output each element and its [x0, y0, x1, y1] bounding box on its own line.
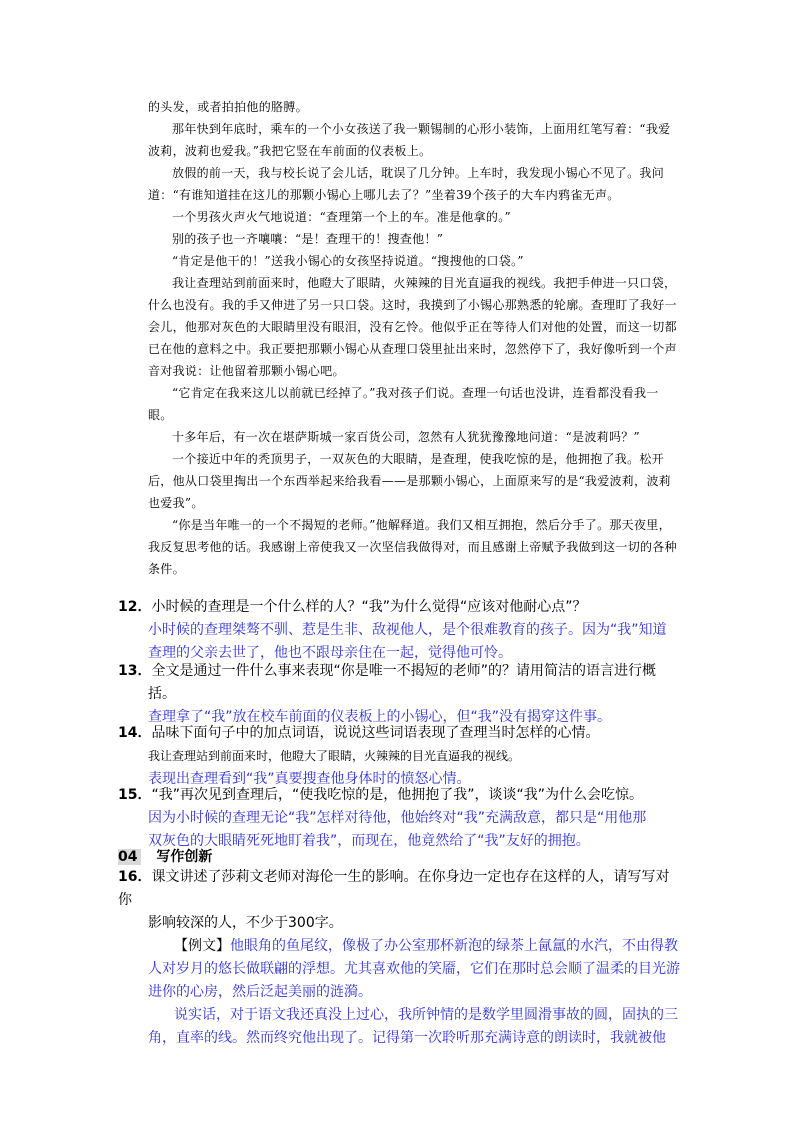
- question-text: [118, 866, 682, 912]
- section-number: 04: [118, 849, 141, 865]
- question-text: [118, 784, 682, 807]
- question-14: [118, 722, 682, 791]
- question-text: [118, 596, 682, 619]
- question-number: 12．: [118, 599, 152, 615]
- question-prompt: “我”再次见到查理后，“使我吃惊的是，他拥抱了我”，谈谈“我”为什么会吃惊。: [151, 787, 643, 803]
- story-paragraph: 我让查理站到前面来时，他瞪大了眼睛，火辣辣的目光直逼我的视线。我把手伸进一只口袋，什么也没有。我的手又伸进了另一只口袋。这时，我摸到了小锡心那熟悉的轮廓。查理盯了我好一会儿，他那对灰色的大眼睛里没有眼泪，没有乞怜。他似乎正在等待人们对他的处置，而这一切都已在他的意料之中。我正要把那颗小锡心从查理口袋里扯出来时，忽然停下了，我好像听到一个声音对我说：让他留着那颗小锡心吧。: [148, 276, 677, 378]
- story-paragraph: 放假的前一天，我与校长说了会儿话，耽误了几分钟。上车时，我发现小锡心不见了。我问道：“有谁知道挂在这儿的那颗小锡心上哪儿去了？”坐着39个孩子的大车内鸦雀无声。: [148, 166, 665, 202]
- question-prompt: 品味下面句子中的加点词语，说说这些词语表现了查理当时怎样的心情。: [151, 725, 600, 741]
- story-paragraph: 十多年后，有一次在堪萨斯城一家百货公司，忽然有人犹犹豫豫地问道：“是波莉吗？”: [172, 430, 640, 444]
- question-text: [118, 722, 682, 745]
- question-number: 14．: [118, 725, 152, 741]
- answer-line: 查理的父亲去世了，他也不跟母亲住在一起，觉得他可怜。: [148, 645, 512, 661]
- question-number: 16．: [118, 869, 152, 885]
- answer-line: 双灰色的大眼睛死死地盯着我”，而现在，他竟然给了“我”友好的拥抱。: [148, 833, 590, 849]
- question-15: [118, 784, 682, 853]
- quoted-sentence: 我让查理站到前面来时，他瞪大了眼睛，火辣辣的目光直逼我的视线。: [148, 749, 521, 763]
- example-paragraph: 说实话，对于语文我还真没上过心，我所钟情的是数学里圆滑事故的圆，固执的三角，直率的线。然而终究他出现了。记得第一次聆听那充满诗意的朗读时，我就被他: [148, 1007, 678, 1046]
- story-paragraph: “肯定是他干的！”送我小锡心的女孩坚持说道。“搜搜他的口袋。”: [172, 254, 524, 268]
- answer-line: 表现出查理看到“我”真要搜查他身体时的愤怒心情。: [148, 771, 471, 787]
- section-title: 写作创新: [156, 849, 213, 865]
- question-text-continued: 影响较深的人，不少于300字。: [148, 915, 343, 931]
- question-13: [118, 660, 682, 729]
- answer-line: 小时候的查理桀骜不驯、惹是生非、敌视他人，是个很难教育的孩子。因为“我”知道: [148, 622, 667, 638]
- question-text-continued: 括。: [148, 686, 176, 702]
- section-header: [118, 846, 212, 866]
- example-paragraph: [118, 935, 682, 1004]
- story-paragraph: 别的孩子也一齐嚷嚷：“是！查理干的！搜查他！”: [172, 232, 444, 246]
- question-prompt: 课文讲述了莎莉文老师对海伦一生的影响。在你身边一定也存在这样的人，请写写对你: [118, 869, 670, 908]
- question-12: [118, 596, 682, 665]
- question-text: [118, 660, 682, 683]
- story-paragraph: “你是当年唯一的一个不揭短的老师。”他解释道。我们又相互拥抱，然后分手了。那天夜里，我反复思考他的话。我感谢上帝使我又一次坚信我做得对，而且感谢上帝赋予我做到这一切的各种条件。: [148, 518, 677, 576]
- example-text: 他眼角的鱼尾纹，像极了办公室那杯新泡的绿茶上氤氲的水汽，不由得教人对岁月的悠长做联翩的浮想。尤其喜欢他的笑靥，它们在那时总会顺了温柔的目光游进你的心房，然后泛起美丽的涟漪。: [148, 938, 680, 1000]
- story-paragraph: 一个接近中年的秃顶男子，一双灰色的大眼睛，是查理，使我吃惊的是，他拥抱了我。松开后，他从口袋里掏出一个东西举起来给我看——是那颗小锡心，上面原来写的是“我爱波莉，波莉也爱我”。: [148, 452, 672, 510]
- question-16: [118, 866, 682, 1050]
- question-prompt: 小时候的查理是一个什么样的人？“我”为什么觉得“应该对他耐心点”？: [151, 599, 587, 615]
- question-prompt: 全文是通过一件什么事来表现“你是唯一不揭短的老师”的？请用简洁的语言进行概: [151, 663, 656, 679]
- story-paragraph: 那年快到年底时，乘车的一个小女孩送了我一颗锡制的心形小装饰，上面用红笔写着：“我爱波莉，波莉也爱我。”我把它竖在车前面的仪表板上。: [148, 122, 671, 158]
- answer-line: 因为小时候的查理无论“我”怎样对待他，他始终对“我”充满敌意，都只是“用他那: [148, 810, 647, 826]
- example-label: 【例文】: [174, 938, 230, 954]
- story-paragraph: 一个男孩火声火气地说道：“查理第一个上的车。准是他拿的。”: [172, 210, 511, 224]
- story-paragraph: “它肯定在我来这儿以前就已经掉了。”我对孩子们说。查理一句话也没讲，连看都没看我一眼。: [148, 386, 659, 422]
- question-number: 15．: [118, 787, 152, 803]
- story-paragraph: 的头发，或者拍拍他的胳膊。: [148, 100, 308, 114]
- question-number: 13．: [118, 663, 152, 679]
- story-passage: [148, 96, 678, 580]
- answer-line: 查理拿了“我”放在校车前面的仪表板上的小锡心，但“我”没有揭穿这件事。: [148, 709, 612, 725]
